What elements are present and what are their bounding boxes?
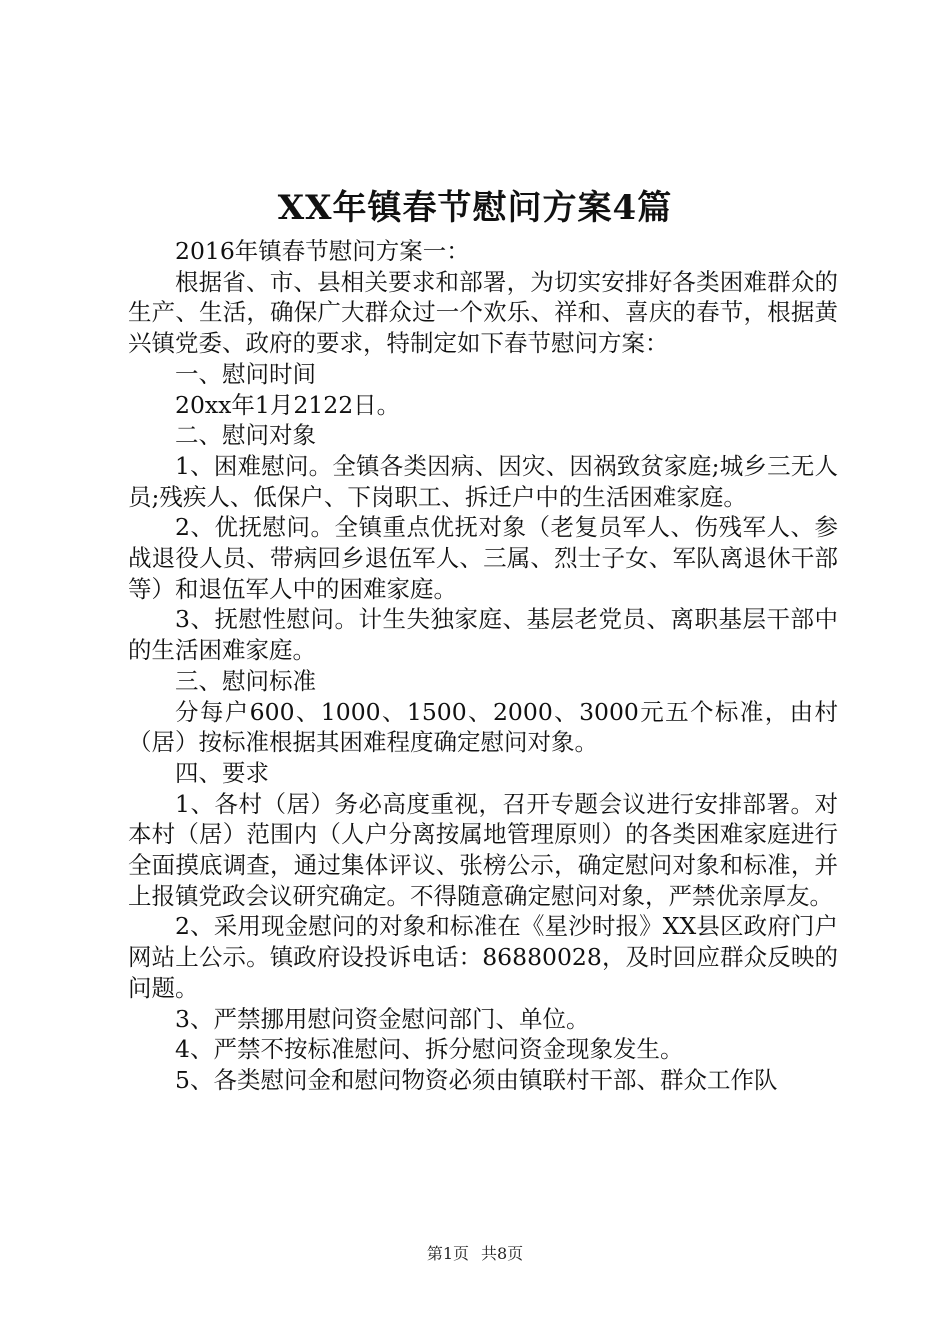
- paragraph-requirement-1: 1、各村（居）务必高度重视，召开专题会议进行安排部署。对本村（居）范围内（人户分离按属地管理原则）的各类困难家庭进行全面摸底调查，通过集体评议、张榜公示，确定慰问对象和标准，并上报镇党政会议研究确定。不得随意确定慰问对象，严禁优亲厚友。: [128, 789, 838, 910]
- page-footer: [0, 1243, 950, 1265]
- paragraph-intro: 根据省、市、县相关要求和部署，为切实安排好各类困难群众的生产、生活，确保广大群众过一个欢乐、祥和、喜庆的春节，根据黄兴镇党委、政府的要求，特制定如下春节慰问方案：: [128, 267, 838, 358]
- section-heading-time: 一、慰问时间: [175, 359, 316, 388]
- paragraph-heading: 2016年镇春节慰问方案一：: [175, 237, 470, 265]
- section-heading-targets: 二、慰问对象: [175, 421, 316, 450]
- paragraph-target-3: 3、抚慰性慰问。计生失独家庭、基层老党员、离职基层干部中的生活困难家庭。: [128, 605, 838, 665]
- page-number: 第1页: [426, 1244, 469, 1263]
- paragraph-requirement-4: 4、严禁不按标准慰问、拆分慰问资金现象发生。: [175, 1035, 684, 1064]
- paragraph-requirement-3: 3、严禁挪用慰问资金慰问部门、单位。: [175, 1004, 590, 1033]
- paragraph-date: 20xx年1月2122日。: [175, 390, 401, 419]
- section-heading-standard: 三、慰问标准: [175, 666, 316, 695]
- paragraph-requirement-5: 5、各类慰问金和慰问物资必须由镇联村干部、群众工作队: [175, 1065, 778, 1094]
- paragraph-standard: 分每户600、1000、1500、2000、3000元五个标准，由村（居）按标准根据其困难程度确定慰问对象。: [128, 697, 838, 757]
- page-total: 共8页: [481, 1244, 524, 1263]
- paragraph-target-2: 2、优抚慰问。全镇重点优抚对象（老复员军人、伤残军人、参战退役人员、带病回乡退伍军人、三属、烈士子女、军队离退休干部等）和退伍军人中的困难家庭。: [128, 513, 838, 603]
- paragraph-target-1: 1、困难慰问。全镇各类因病、因灾、因祸致贫家庭;城乡三无人员;残疾人、低保户、下岗职工、拆迁户中的生活困难家庭。: [128, 451, 838, 511]
- document-title: XX年镇春节慰问方案4篇: [277, 188, 673, 228]
- paragraph-requirement-2: 2、采用现金慰问的对象和标准在《星沙时报》XX县区政府门户网站上公示。镇政府设投诉电话：86880028，及时回应群众反映的问题。: [128, 912, 838, 1002]
- document-body: [128, 236, 838, 1096]
- section-heading-requirements: 四、要求: [175, 758, 269, 787]
